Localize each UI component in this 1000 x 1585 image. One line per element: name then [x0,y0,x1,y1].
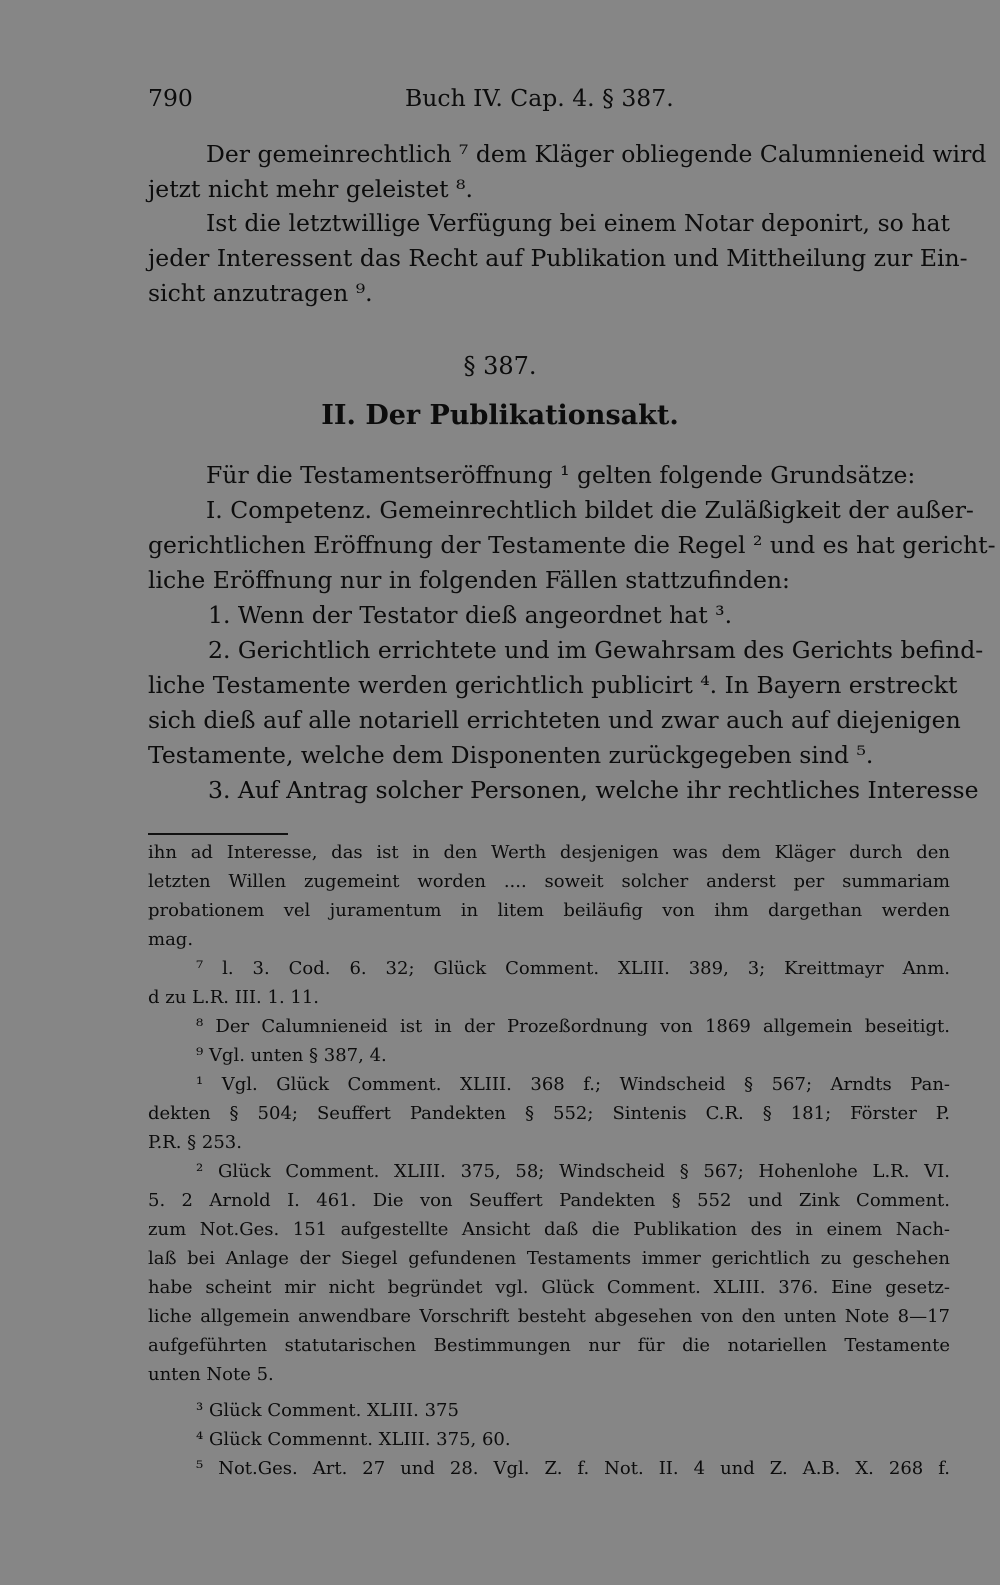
text-line: liche Eröffnung nur in folgenden Fällen stattzufinden: [148,566,790,594]
footnote-line: ³ Glück Comment. XLIII. 375 [196,1400,459,1421]
footnote-line: ihn ad Interesse, das ist in den Werth desjenigen was dem Kläger durch den [148,842,950,863]
footnote-line: aufgeführten statutarischen Bestimmungen nur für die notariellen Testamente [148,1335,950,1356]
section-number: § 387. [463,352,537,380]
footnote-line: ⁹ Vgl. unten § 387, 4. [196,1045,387,1066]
text-line: Ist die letztwillige Verfügung bei einem Notar deponirt, so hat [206,209,950,237]
footnote-line: P.R. § 253. [148,1132,242,1153]
footnote-line: ⁴ Glück Commennt. XLIII. 375, 60. [196,1429,511,1450]
text-line: 1. Wenn der Testator dieß angeordnet hat ³. [208,601,733,629]
footnote-separator [148,833,288,835]
text-line: gerichtlichen Eröffnung der Testamente die Regel ² und es hat gericht- [148,531,996,559]
footnote-line: zum Not.Ges. 151 aufgestellte Ansicht daß die Publikation des in einem Nach- [148,1219,950,1240]
footnote-line: unten Note 5. [148,1364,274,1385]
text-line: jetzt nicht mehr geleistet ⁸. [148,175,473,203]
footnote-line: probationem vel juramentum in litem beiläufig von ihm dargethan werden [148,900,950,921]
footnote-line: 5. 2 Arnold I. 461. Die von Seuffert Pandekten § 552 und Zink Comment. [148,1190,950,1211]
footnote-line: liche allgemein anwendbare Vorschrift besteht abgesehen von den unten Note 8—17 [148,1306,950,1327]
text-line: sicht anzutragen ⁹. [148,279,373,307]
text-line: 3. Auf Antrag solcher Personen, welche ihr rechtliches Interesse [208,776,979,804]
footnote-line: ¹ Vgl. Glück Comment. XLIII. 368 f.; Windscheid § 567; Arndts Pan- [196,1074,950,1095]
text-line: Der gemeinrechtlich ⁷ dem Kläger obliegende Calumnieneid wird [206,140,987,168]
footnote-line: ⁷ l. 3. Cod. 6. 32; Glück Comment. XLIII. 389, 3; Kreittmayr Anm. [196,958,950,979]
footnote-line: letzten Willen zugemeint worden .... soweit solcher anderst per summariam [148,871,950,892]
page-number: 790 [148,84,193,112]
text-line: I. Competenz. Gemeinrechtlich bildet die Zuläßigkeit der außer- [206,496,974,524]
text-line: Testamente, welche dem Disponenten zurückgegeben sind ⁵. [148,741,874,769]
footnote-line: mag. [148,929,194,950]
footnote-line: ² Glück Comment. XLIII. 375, 58; Windscheid § 567; Hohenlohe L.R. VI. [196,1161,950,1182]
text-line: sich dieß auf alle notariell errichteten und zwar auch auf diejenigen [148,706,961,734]
footnote-line: ⁸ Der Calumnieneid ist in der Prozeßordnung von 1869 allgemein beseitigt. [196,1016,950,1037]
text-line: Für die Testamentseröffnung ¹ gelten folgende Grundsätze: [206,461,916,489]
text-line: 2. Gerichtlich errichtete und im Gewahrsam des Gerichts befind- [208,636,984,664]
footnote-line: dekten § 504; Seuffert Pandekten § 552; Sintenis C.R. § 181; Förster P. [148,1103,950,1124]
section-title: II. Der Publikationsakt. [321,400,679,431]
footnote-line: ⁵ Not.Ges. Art. 27 und 28. Vgl. Z. f. Not. II. 4 und Z. A.B. X. 268 f. [196,1458,950,1479]
text-line: liche Testamente werden gerichtlich publicirt ⁴. In Bayern erstreckt [148,671,958,699]
footnote-line: laß bei Anlage der Siegel gefundenen Testaments immer gerichtlich zu geschehen [148,1248,950,1269]
running-head: Buch IV. Cap. 4. § 387. [405,84,674,112]
text-line: jeder Interessent das Recht auf Publikation und Mittheilung zur Ein- [148,244,968,272]
footnote-line: d zu L.R. III. 1. 11. [148,987,320,1008]
footnote-line: habe scheint mir nicht begründet vgl. Glück Comment. XLIII. 376. Eine gesetz- [148,1277,950,1298]
